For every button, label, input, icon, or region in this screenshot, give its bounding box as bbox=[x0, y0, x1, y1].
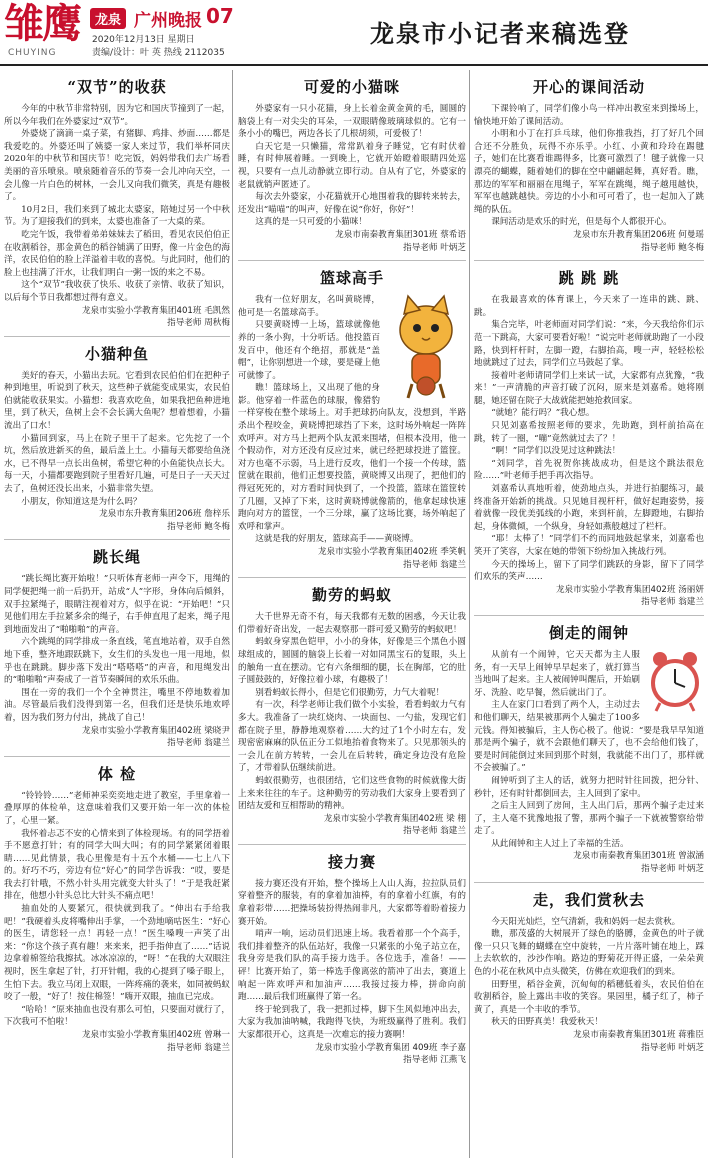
article bbox=[4, 336, 230, 534]
author-byline: 龙泉市东升教育集团206班 詹梓乐 bbox=[99, 509, 230, 520]
article-paragraph: 在我最喜欢的体育课上，今天来了一连串的跳、跳、跳。 bbox=[474, 295, 704, 318]
article-paragraph: 吃完午饭，我带着弟弟妹妹去了稻田，看见农民伯伯正在收割稻谷，那金黄色的稻谷铺满了田野，像一片金色的海洋，农民伯伯的脸上洋溢着丰收的喜悦。与此同时，他们的脸上也挂满了汗水，让我们明白一粥一饭的来之不易。 bbox=[4, 229, 230, 278]
article-paragraph: 蚂蚁很勤劳，也很团结，它们这些食物的时候就像大街上来来往往的车子。这种勤劳的劳动我们大家身上要看到了团结友爱和互相帮助的精神。 bbox=[238, 775, 466, 812]
article-paragraph: 闹钟听到了主人的话，就努力把时针往回拨，把分针、秒针，还有时针都倒回去，主人回到了家中。 bbox=[474, 775, 704, 799]
article-paragraph: “铃铃铃……”老师神采奕奕地走进了教室，手里拿着一叠厚厚的体检单，这意味着我们又要开始一年一次的体检了，心里一紧。 bbox=[4, 790, 230, 826]
article bbox=[474, 260, 704, 609]
article-paragraph: 这就是我的好朋友，篮球高手——黄晓博。 bbox=[255, 534, 419, 545]
article-paragraph: 小明和小丁在打乒乓球，他们你推我挡，打了好几个回合还不分胜负，玩得不亦乐乎。小红、小黄和玲玲在踢毽子，她们在比赛看谁踢得多，比赛可激烈了！毽子就像一只漂亮的蝴蝶，随着她们的脚在空中翩翩起舞，真好看。瞧，那边的军军和丽丽在甩绳子，军军在跳绳，绳子越甩越快，军军也越跳越快。旁边的小小和可可看了，也一起加入了跳绳的队伍。 bbox=[474, 129, 704, 215]
article-paragraph: 从前有一个闹钟，它天天都为主人服务，有一天早上闹钟早早起来了，就打算当当地叫了起来。主人被闹钟叫醒后，开始刷牙、洗脸、吃早餐，然后就出门了。 bbox=[474, 649, 640, 698]
article-paragraph: 外婆烧了滴滴一桌子菜，有猪脚、鸡排、炒面……都是我爱吃的。外婆还叫了姨婆一家人来过节，我们举杯同庆2020年的中秋节和国庆节！吃完饭，妈妈带我们去广场看美丽的音乐喷泉。喷泉随着音乐的节奏一会儿冲向天空，一会儿像一片白色的树林，一会儿又向我们微笑，真是有趣极了。 bbox=[4, 129, 230, 203]
teacher-byline: 指导老师 翁建兰 bbox=[167, 1042, 230, 1053]
article-title: 跳长绳 bbox=[92, 548, 141, 567]
author-byline: 龙泉市实验小学教育集团401班 毛凯然 bbox=[81, 305, 230, 316]
article-paragraph: 美好的春天，小猫出去玩。它看到农民伯伯们在把种子种到地里，听说到了秋天，这些种子就能变成果实，农民伯伯就能收获果实。小猫想：我喜欢吃鱼，如果我把鱼种进地里，到了秋天，鱼树上会不会长满大鱼呢？想着想着，小猫流出了口水！ bbox=[4, 370, 230, 432]
article-title: 体 检 bbox=[97, 764, 137, 783]
article-paragraph: 每次去外婆家，小花猫就开心地围着我的脚转来转去，还发出“喵喵”的叫声，好像在说“你好，你好”！ bbox=[238, 192, 466, 215]
column-divider bbox=[232, 70, 233, 1158]
author-byline: 龙泉市南秦教育集团301班 蔡希语 bbox=[335, 229, 466, 240]
article bbox=[4, 539, 230, 749]
teacher-byline: 指导老师 叶炳芝 bbox=[641, 1042, 704, 1053]
article-paragraph: 我怀着忐忑不安的心情来到了体检现场。有的同学捂着手不愿意打针；有的同学大叫大叫；有的同学紧紧闭着眼睛……见此情景，我心里像是有十五个水桶——七上八下的。好巧不巧，旁边有位“好心”的同学告诉我：“哎，要是我去打针哦，不然小针头用完就变大针头了！”于是我赶紧排在，他想小针头总比大针头不痛点吧！ bbox=[4, 828, 230, 902]
column-divider bbox=[469, 70, 470, 1158]
article-divider bbox=[238, 577, 466, 578]
article-paragraph: 别看蚂蚁长得小，但是它们很勤劳，力气大着呢！ bbox=[255, 687, 445, 698]
article-paragraph: 田野里，稻谷金黄，沉甸甸的稻穗低着头，农民伯伯在收割稻谷，脸上露出丰收的笑容。果园里，橘子红了，柿子黄了，真是一个丰收的季节。 bbox=[474, 979, 704, 1015]
article-divider bbox=[474, 615, 704, 616]
article-title: 可爱的小猫咪 bbox=[303, 78, 400, 96]
article-divider bbox=[474, 882, 704, 883]
article bbox=[4, 76, 230, 330]
article-paragraph: 小猫回到家，马上在院子里干了起来。它先挖了一个坑，然后放进新买的鱼，最后盖上土。小猫每天都要给鱼浇水，已不得早一点长出鱼树，希望它种的小鱼能快点长大。每一天，小猫都要跑到院子里看好几遍，可是日子一天天过去了，鱼树还没长出来，小猫非常失望。 bbox=[4, 433, 230, 495]
article-paragraph: 之后主人回到了房间，主人出门后，那两个骗子走过来了，主人毫不犹豫地报了警，那两个骗子一下就被警察给带走了。 bbox=[474, 801, 704, 837]
article-paragraph: 下课铃响了，同学们像小鸟一样冲出教室来到操场上，愉快地开始了课间活动。 bbox=[474, 104, 704, 127]
article-paragraph: “刘同学，首先祝贺你挑战成功，但是这个跳法很危险……”叶老师手把手再次指导。 bbox=[474, 458, 704, 482]
article-paragraph: 有一次，科学老师让我们做个小实验，看看蚂蚁力气有多大。我准备了一块红烧肉、一块面包、一勺盐，发现它们都在院子里，静静地观察着……大约过了1个小时左右，发现密密麻麻的队伍正分工似地抬着食物来了。只见那领头的一会儿在前方转转，一会儿在后转转，确定身边没有危险了，才带着队伍继续前进。 bbox=[238, 700, 466, 774]
article-title: 小猫种鱼 bbox=[84, 344, 149, 363]
article bbox=[238, 76, 466, 254]
article-title: 跳 跳 跳 bbox=[558, 269, 620, 288]
article-paragraph: “就她？能行吗？”我心想。 bbox=[491, 408, 595, 419]
page-title: 龙泉市小记者来稿选登 bbox=[370, 19, 630, 48]
article-paragraph: 接着叶老师请同学们上来试一试，大家都有点犹豫，“我来！”一声清脆的声音打破了沉闷，原来是刘嘉希。她将刚腿，她还留在院子大战就能把她抢救回家。 bbox=[474, 370, 704, 406]
article bbox=[474, 76, 704, 254]
article-paragraph: 外婆家有一只小花猫，身上长着金黄金黄的毛，圆圆的脑袋上有一对尖尖的耳朵，一双眼睛像玻璃球似的。它有一条小小的嘴巴，两边各长了几根胡须，可爱极了！ bbox=[238, 104, 466, 140]
article-paragraph: “哈哈！”原来抽血也没有那么可怕，只要面对就行了，下次我可不怕啦！ bbox=[4, 1004, 230, 1028]
editor-line: 责编/设计：叶 英 热线 2112035 bbox=[92, 48, 225, 58]
article-divider bbox=[474, 260, 704, 261]
cat-illustration-icon bbox=[386, 294, 466, 402]
article-title: 接力赛 bbox=[327, 852, 376, 871]
author-byline: 龙泉市实验小学教育集团402班 汤丽妍 bbox=[555, 584, 704, 595]
article-paragraph: 今天阳光灿烂，空气清新，我和妈妈一起去赏秋。 bbox=[491, 916, 681, 927]
article-paragraph: 集合完毕，叶老师面对同学们说：“来，今天我给你们示范一下跳高，大家可要看好啦！”说完叶老师就助跑了一小段路，快到杆杆时，左脚一蹬，右脚抬高，嗖一声，轻轻松松地就跳过了过去，同学们立马鼓起了掌。 bbox=[474, 320, 704, 369]
teacher-byline: 指导老师 鲍冬梅 bbox=[167, 521, 230, 532]
article-paragraph: 哨声一响，运动员们迅速上场。我看着那一个个高手，我们排着整齐的队伍站好，我像一只紧张的小兔子站立在，我身旁是我们队的高手接力选手。各位选手，准备！——砰！比赛开始了，第一棒选手像离弦的箭冲了出去，赛道上响起一阵欢呼声和加油声……我接过接力棒，拼命向前跑……最后我们班赢得了第一名。 bbox=[238, 929, 466, 1003]
article-divider bbox=[238, 844, 466, 845]
article-paragraph: 瞧！篮球场上，又出现了他的身影。他穿着一件蓝色的球服，像猎豹一样穿梭在整个球场上。对手把球扔向队友，没想到，半路杀出个程咬金，黄晓博把球挡了下来，这时场外响起一阵阵欢呼声。对方马上把两个队友派来围堵，但根本没用，他一个假动作，对方还没有反应过来，就已经把球投进了篮筐。对方也毫不示弱，马上进行反攻，他们一个接一个传球，篮筐就在眼前，他们正想要投篮，黄晓博又出现了，把他们的得冠死死的，对方看时间快到了，一个投篮，篮球在篮筐转了几圈，又掉了下来，这时黄晓博就像箭的，他拿起球快速跑向对方的篮筐，一个三分球，赢了这场比赛，场外响起了欢呼和掌声。 bbox=[238, 383, 466, 532]
article bbox=[238, 260, 466, 571]
article bbox=[474, 615, 704, 876]
article-paragraph: 白天它是一只懒猫，常常趴着身子睡觉，它有时伏着睡，有时伸展着睡。一到晚上，它就开始瞪着眼睛四处巡视，只要有一点儿动静就立即行动。自从有了它，外婆家的老鼠就销声匿迹了。 bbox=[238, 141, 466, 190]
author-byline: 龙泉市南秦教育集团301班 曾淑涵 bbox=[573, 851, 704, 862]
article-paragraph: 刘嘉希认真地听着，使劲地点头，并进行拍腿练习，最终准备开始新的挑战。只见她目视杆杆，做好起跑姿势，接着就像一段优美弧线的小跑，来到杆前，左脚蹬地，右脚抬起，身体微倾，一个纵身，身轻如燕般越过了栏杆。 bbox=[474, 484, 704, 532]
teacher-byline: 指导老师 周秋梅 bbox=[167, 318, 230, 329]
teacher-byline: 指导老师 江燕飞 bbox=[403, 1055, 466, 1066]
article-paragraph: 这真的是一只可爱的小猫咪！ bbox=[255, 217, 367, 228]
article-paragraph: 10月2日，我们来到了城北太婆家，陪她过另一个中秋节。为了迎接我们的到来，太婆也准备了一大桌的菜。 bbox=[4, 204, 230, 228]
article-paragraph: 终于轮到我了，我一把抓过棒，脚下生风似地冲出去，大家为我加油呐喊，我跑得飞快，为班级赢得了胜利。我们大家都很开心，这真是一次难忘的接力赛啊！ bbox=[238, 1004, 466, 1040]
article-paragraph: 我有一位好朋友，名叫黄晓博，他可是一名篮球高手。 bbox=[238, 295, 380, 318]
masthead bbox=[0, 0, 708, 64]
article-divider bbox=[4, 336, 230, 337]
page-number: 07 bbox=[206, 4, 234, 28]
teacher-byline: 指导老师 翁建兰 bbox=[641, 597, 704, 608]
author-byline: 龙泉市实验小学教育集团402班 梁晓尹 bbox=[81, 725, 230, 736]
teacher-byline: 指导老师 叶炳芝 bbox=[641, 864, 704, 875]
article-paragraph: 这个“双节”我收获了快乐、收获了亲情、收获了知识，以后每个节日我都想过得有意义。 bbox=[4, 280, 230, 303]
article-title: 走，我们赏秋去 bbox=[532, 890, 645, 909]
article-paragraph: 六个跳绳的同学排成一条直线，笔直地站着，双手自然地下垂，整齐地跟跃跳下，女生们的头发也一甩一甩地，似乎也在跳跳。脚步落下发出“嗒嗒嗒”的声音，和甩绳发出的“啪啪啪”声奏成了一首节奏瞬间的欢乐乐曲。 bbox=[4, 637, 230, 686]
article-title: “双节”的收获 bbox=[67, 78, 167, 96]
column-left bbox=[4, 70, 230, 1158]
article-title: 勤劳的蚂蚁 bbox=[311, 586, 392, 605]
logo: 雏鹰 bbox=[4, 0, 80, 47]
author-byline: 龙泉市东升教育集团206班 何曼瑶 bbox=[573, 229, 704, 240]
teacher-byline: 指导老师 翁建兰 bbox=[167, 738, 230, 749]
column-right bbox=[474, 70, 704, 1158]
article-paragraph: 围在一旁的我们一个个全神贯注，嘴里不停地数着加油。尽管最后我们没得到第一名，但我们还是快乐地欢呼着，因为我们努力付出，挑战了自己！ bbox=[4, 687, 230, 723]
date-line: 2020年12月13日 星期日 bbox=[92, 35, 195, 45]
article-paragraph: 小朋友，你知道这是为什么吗？ bbox=[21, 496, 142, 507]
author-byline: 龙泉市实验小学教育集团402班 曾琳一 bbox=[81, 1030, 230, 1040]
article bbox=[238, 844, 466, 1067]
article bbox=[238, 577, 466, 838]
article-paragraph: 大千世界无奇不有，每天我都有无数的困惑，今天让我们带着好奇出发，一起去观察那一群可爱又勤劳的蚂蚁吧！ bbox=[238, 612, 466, 635]
article-title: 倒走的闹钟 bbox=[548, 623, 629, 642]
article-paragraph: 秋天的田野真美！我爱秋天！ bbox=[491, 1017, 603, 1028]
article-paragraph: 今天的操场上，留下了同学们跳跃的身影，留下了同学们欢乐的笑声…… bbox=[474, 559, 704, 583]
article-paragraph: 只见刘嘉希按照老师的要求，先助跑，到杆前抬高在跳，转了一圈，“嘣”竟然就过去了？！ bbox=[474, 421, 704, 444]
article bbox=[474, 882, 704, 1055]
article-paragraph: 今年的中秋节非常特别，因为它和国庆节撞到了一起，所以今年我们在外婆家过“双节”。 bbox=[4, 104, 230, 127]
article-divider bbox=[238, 260, 466, 261]
teacher-byline: 指导老师 叶炳芝 bbox=[403, 242, 466, 253]
article-paragraph: 从此闹钟和主人过上了幸福的生活。 bbox=[491, 838, 629, 849]
article-paragraph: “耶！太棒了！”同学们不约而同地鼓起掌来，刘嘉希也笑开了笑容，大家在她的带领下纷纷加入挑战行列。 bbox=[474, 534, 704, 557]
teacher-byline: 指导老师 鲍冬梅 bbox=[641, 242, 704, 253]
teacher-byline: 指导老师 翁建兰 bbox=[403, 826, 466, 837]
author-byline: 龙泉市实验小学教育集团 409班 李子嘉 bbox=[315, 1042, 466, 1053]
article-paragraph: 蚂蚁身穿黑色铠甲，小小的身体，好像是三个黑色小圆球组成的，圆圆的脑袋上长着一对如同黑宝石的复眼，头上的触角一直在摆动。它有六条细细的腿，长在胸部，它的肚子圆鼓鼓的，好像拉着小球，有趣极了！ bbox=[238, 637, 466, 686]
article-paragraph: 瞧，那茂盛的大树展开了绿色的胳膊，金黄色的叶子就像一只只飞舞的蝴蝶在空中旋转，一片片落叶铺在地上，踩上去软软的，沙沙作响。路边的野菊花开得正盛，一朵朵黄色的小花在秋风中点头微笑，仿佛在欢迎我们的到来。 bbox=[474, 929, 704, 978]
column-middle bbox=[238, 70, 466, 1158]
masthead-rule bbox=[0, 64, 708, 66]
article-title: 开心的课间活动 bbox=[532, 78, 645, 96]
logo-subtitle: CHUYING bbox=[8, 48, 57, 58]
author-byline: 龙泉市实验小学教育集团402班 季笑帆 bbox=[317, 547, 466, 557]
article bbox=[4, 756, 230, 1054]
region-badge: 龙泉 bbox=[90, 8, 126, 29]
article-paragraph: “跳长绳比赛开始啦！”只听体育老师一声令下，甩绳的同学便把绳一前一后扔开，站成“人”字形，身体向后倾斜，双手拉紧绳子，眼睛注视着对方，似乎在说：“开始吧！”只见他们用左手拉紧多余的绳子，右手伸直甩了起来，绳子甩到地面发出了“啪啪啪”的声音。 bbox=[4, 574, 230, 635]
article-paragraph: 主人在家门口看到了两个人，主动过去和他们聊天，结果被那两个人骗走了100多元钱。得知被骗后，主人伤心极了。他说：“要是我早早知道那是两个骗子，就不会跟他们聊天了，也不会给他们钱了，要是时间能倒过来回到那个时刻，我就能不出门了，那样就不会被骗了。” bbox=[474, 700, 704, 774]
article-paragraph: “啊！”同学们以没见过这种跳法！ bbox=[491, 446, 621, 457]
author-byline: 龙泉市实验小学教育集团402班 梁 栩 bbox=[323, 813, 466, 824]
article-divider bbox=[4, 756, 230, 757]
clock-illustration-icon bbox=[646, 649, 704, 713]
article-paragraph: 只要黄晓博一上场，篮球就像他养的一条小狗，十分听话。他投篮百发百中，他还有个绝招，那就是“盖帽”，让你别想进一个球，要是碰上他可就惨了。 bbox=[238, 320, 380, 381]
article-paragraph: 接力赛还没有开始，整个操场上人山人海，拉拉队员们穿着整齐的服装，有的拿着加油棒，有的拿着小红旗，有的拿着彩带……把操场装扮得热闹非凡，大家都等着盼着接力赛开始。 bbox=[238, 878, 466, 927]
article-paragraph: 课间活动是欢乐的时光，但是每个人都很开心。 bbox=[491, 217, 672, 228]
article-divider bbox=[4, 539, 230, 540]
article-paragraph: 抽血处的人要紧冗，很快就到我了。“伸出右手给我吧！”我硬着头皮将嘴伸出手掌，一个劲地嘀咕医生：“好心的医生，请您轻一点！再轻一点！”医生嗓嗖一声笑了出来：“你这个孩子真有趣！来来来，把手指伸直了……”话说边拿着棉签给我擦拭。冰冰凉凉的，“呀！”在我的大双眼注视时，医生拿起了针，打开针帽，我的心提到了嗓子眼上，生怕下去。我立马闭上双眼，一阵疼痛的袭来，如同被蚂蚁咬了一般，“好了！按住棉签！”嗨开双眼，抽血已完成。 bbox=[4, 904, 230, 1003]
author-byline: 龙泉市南秦教育集团301班 蒋雅臣 bbox=[573, 1030, 704, 1040]
article-title: 篮球高手 bbox=[319, 269, 384, 288]
paper-name: 广州晚报 bbox=[134, 11, 202, 31]
teacher-byline: 指导老师 翁建兰 bbox=[403, 559, 466, 570]
issue-meta bbox=[92, 34, 225, 60]
